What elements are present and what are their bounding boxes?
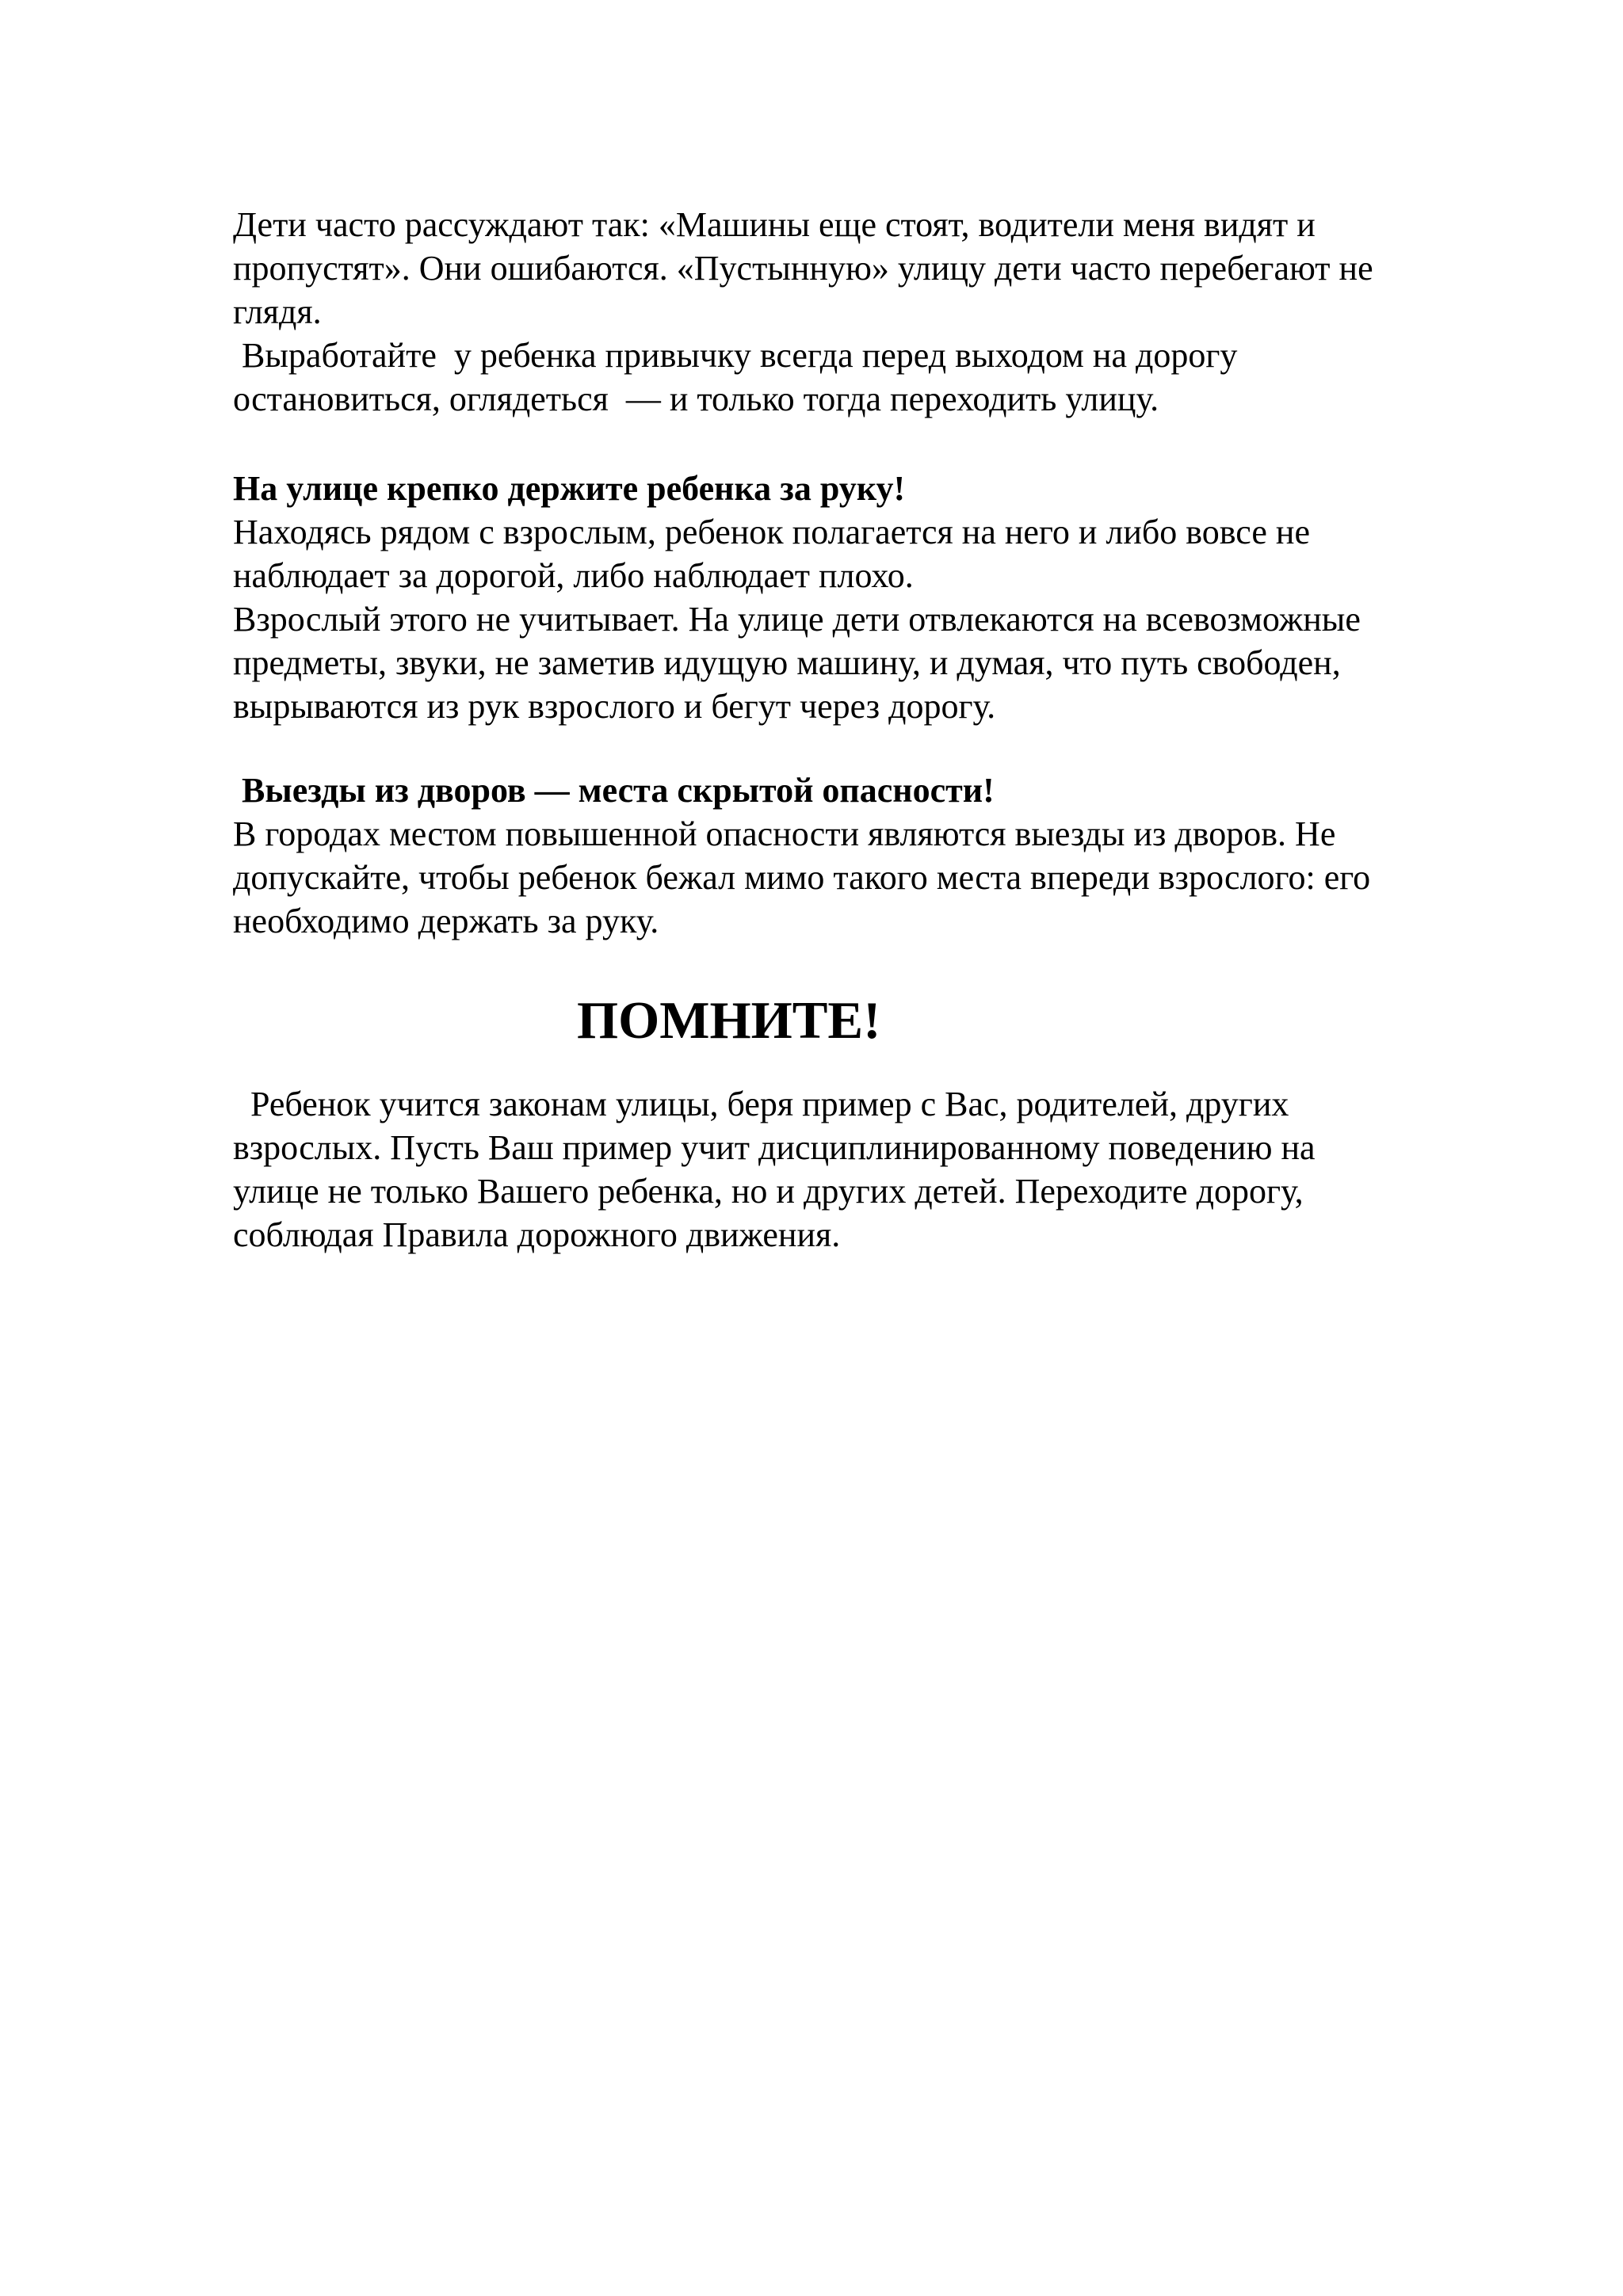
intro-line-5: остановиться, оглядеться — и только тогда переходить улицу. bbox=[233, 379, 1159, 418]
intro-line-2: пропустят». Они ошибаются. «Пустынную» улицу дети часто перебегают не bbox=[233, 249, 1373, 288]
remember-line-3: улице не только Вашего ребенка, но и других детей. Переходите дорогу, bbox=[233, 1172, 1304, 1211]
remember-heading: ПОМНИТЕ! bbox=[577, 991, 881, 1050]
section-hold-hand-line-3: Взрослый этого не учитывает. На улице дети отвлекаются на всевозможные bbox=[233, 600, 1361, 639]
section-hold-hand-line-2: наблюдает за дорогой, либо наблюдает плохо. bbox=[233, 556, 914, 595]
section-yards-line-1: В городах местом повышенной опасности являются выезды из дворов. Не bbox=[233, 814, 1336, 853]
section-hold-hand-line-4: предметы, звуки, не заметив идущую машину, и думая, что путь свободен, bbox=[233, 643, 1341, 682]
intro-line-4: Выработайте у ребенка привычку всегда перед выходом на дорогу bbox=[233, 336, 1238, 375]
section-yards-line-2: допускайте, чтобы ребенок бежал мимо такого места впереди взрослого: его bbox=[233, 858, 1371, 897]
section-hold-hand-heading: На улице крепко держите ребенка за руку! bbox=[233, 469, 906, 508]
section-yards-heading: Выезды из дворов — места скрытой опасности! bbox=[233, 771, 995, 810]
remember-line-4: соблюдая Правила дорожного движения. bbox=[233, 1215, 841, 1254]
intro-line-1: Дети часто рассуждают так: «Машины еще стоят, водители меня видят и bbox=[233, 205, 1316, 244]
section-hold-hand-line-1: Находясь рядом с взрослым, ребенок полагается на него и либо вовсе не bbox=[233, 513, 1310, 551]
section-hold-hand-line-5: вырываются из рук взрослого и бегут через дорогу. bbox=[233, 687, 996, 726]
section-yards-line-3: необходимо держать за руку. bbox=[233, 902, 659, 940]
remember-line-1: Ребенок учится законам улицы, беря пример с Вас, родителей, других bbox=[233, 1085, 1289, 1123]
remember-line-2: взрослых. Пусть Ваш пример учит дисциплинированному поведению на bbox=[233, 1128, 1316, 1167]
intro-line-3: глядя. bbox=[233, 292, 322, 331]
